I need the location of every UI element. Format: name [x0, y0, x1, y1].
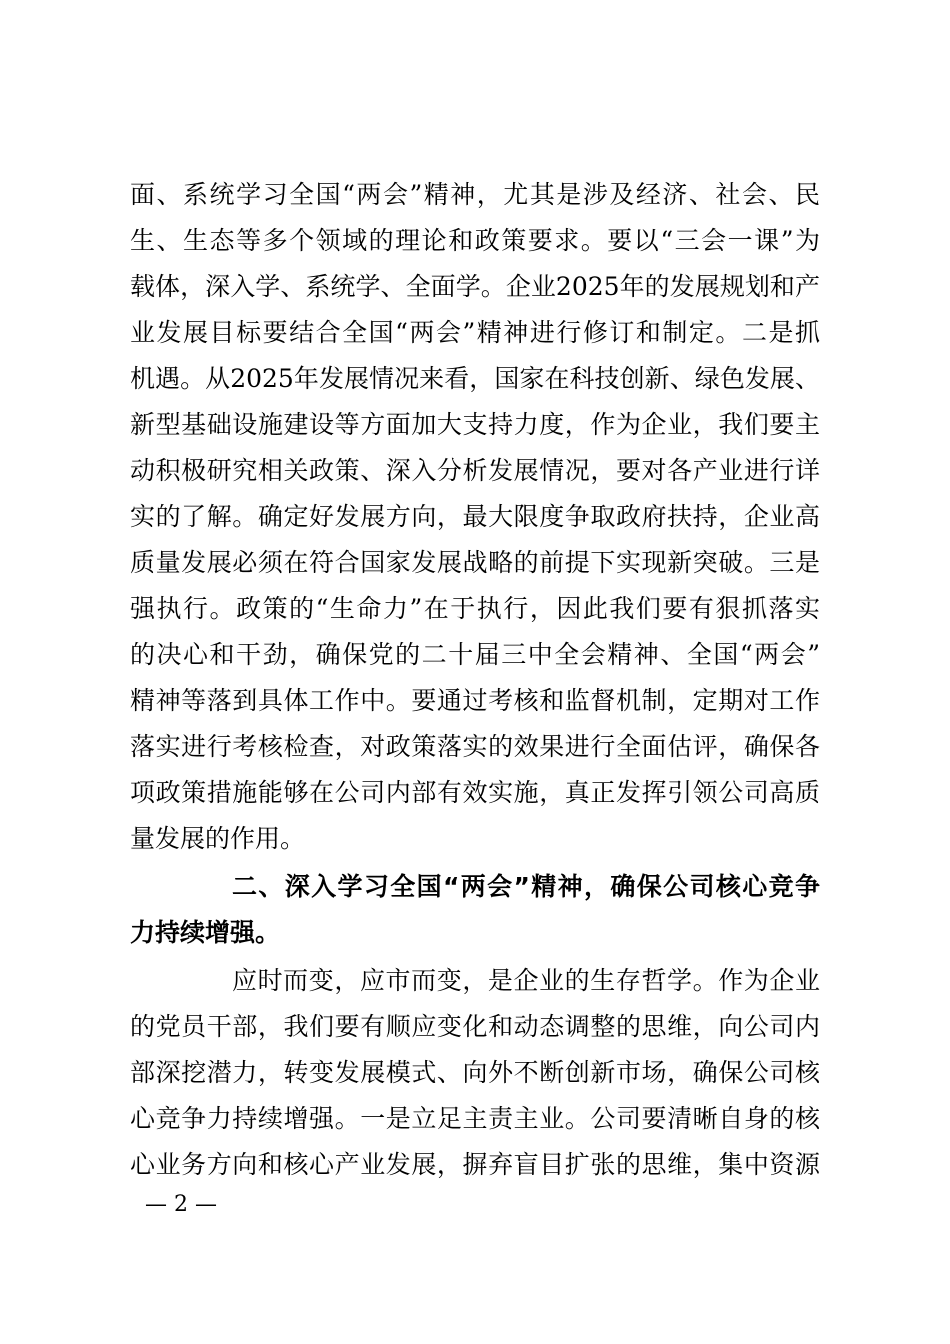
body-line-15: 量发展的作用。: [130, 824, 306, 853]
body-line-3: 载体，深入学、系统学、全面学。企业2025年的发展规划和产: [130, 272, 820, 301]
paragraph2-line-1: 应时而变，应市而变，是企业的生存哲学。作为企业: [232, 966, 820, 995]
body-line-12: 精神等落到具体工作中。要通过考核和监督机制，定期对工作: [130, 686, 820, 715]
section-heading-line-1: 二、深入学习全国“两会”精神，确保公司核心竞争: [232, 872, 820, 901]
body-line-7: 动积极研究相关政策、深入分析发展情况，要对各产业进行详: [130, 456, 820, 485]
body-line-4: 业发展目标要结合全国“两会”精神进行修订和制定。二是抓: [130, 318, 820, 347]
body-line-8: 实的了解。确定好发展方向，最大限度争取政府扶持，企业高: [130, 502, 820, 531]
paragraph2-line-2: 的党员干部，我们要有顺应变化和动态调整的思维，向公司内: [130, 1012, 820, 1041]
body-line-10: 强执行。政策的“生命力”在于执行，因此我们要有狠抓落实: [130, 594, 820, 623]
paragraph2-line-3: 部深挖潜力，转变发展模式、向外不断创新市场，确保公司核: [130, 1058, 820, 1087]
section-heading-line-2: 力持续增强。: [130, 918, 281, 947]
page-number: — 2 —: [145, 1192, 217, 1217]
body-line-6: 新型基础设施建设等方面加大支持力度，作为企业，我们要主: [130, 410, 820, 439]
paragraph2-line-5: 心业务方向和核心产业发展，摒弃盲目扩张的思维，集中资源: [130, 1150, 820, 1179]
body-line-5: 机遇。从2025年发展情况来看，国家在科技创新、绿色发展、: [130, 364, 820, 393]
body-line-2: 生、生态等多个领域的理论和政策要求。要以“三会一课”为: [130, 226, 820, 255]
paragraph2-line-4: 心竞争力持续增强。一是立足主责主业。公司要清晰自身的核: [130, 1104, 820, 1133]
body-line-9: 质量发展必须在符合国家发展战略的前提下实现新突破。三是: [130, 548, 820, 577]
body-line-11: 的决心和干劲，确保党的二十届三中全会精神、全国“两会”: [130, 640, 820, 669]
body-line-1: 面、系统学习全国“两会”精神，尤其是涉及经济、社会、民: [130, 180, 820, 209]
body-line-14: 项政策措施能够在公司内部有效实施，真正发挥引领公司高质: [130, 778, 820, 807]
body-line-13: 落实进行考核检查，对政策落实的效果进行全面估评，确保各: [130, 732, 820, 761]
